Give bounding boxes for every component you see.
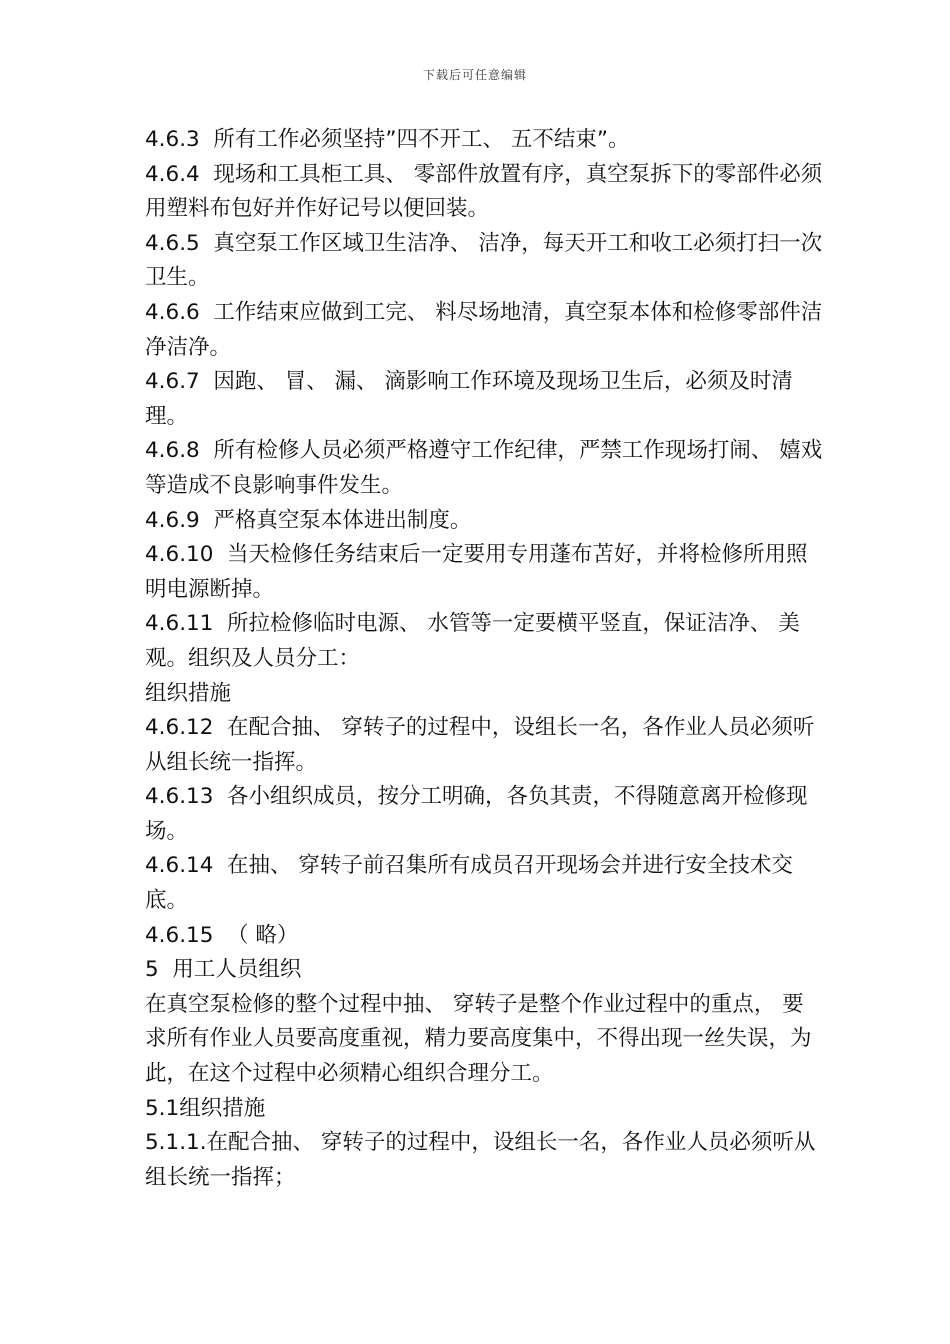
paragraph-4-6-11: 4.6.11 所拉检修临时电源、 水管等一定要横平竖直，保证洁净、 美观。组织及人员分工： bbox=[145, 611, 800, 671]
page-header: 下载后可任意编辑 bbox=[422, 68, 527, 82]
paragraph-4-6-15: 4.6.15 （ 略） bbox=[145, 922, 299, 948]
paragraph-4-6-12: 4.6.12 在配合抽、 穿转子的过程中，设组长一名，各作业人员必须听从组长统一指挥。 bbox=[145, 715, 815, 775]
paragraph-4-6-9: 4.6.9 严格真空泵本体进出制度。 bbox=[145, 507, 472, 533]
paragraph-4-6-5: 4.6.5 真空泵工作区域卫生洁净、 洁净，每天开工和收工必须打扫一次卫生。 bbox=[145, 230, 823, 291]
paragraph-4-6-13: 4.6.13 各小组织成员，按分工明确，各负其责，不得随意离开检修现场。 bbox=[145, 784, 808, 844]
paragraph-4-6-4: 4.6.4 现场和工具柜工具、 零部件放置有序，真空泵拆下的零部件必须用塑料布包好并作好记号以便回装。 bbox=[145, 161, 823, 222]
paragraph-4-6-10: 4.6.10 当天检修任务结束后一定要用专用蓬布苫好，并将检修所用照明电源断掉。 bbox=[145, 542, 808, 602]
paragraph-4-6-8: 4.6.8 所有检修人员必须严格遵守工作纪律，严禁工作现场打闹、 嬉戏等造成不良影响事件发生。 bbox=[145, 438, 823, 498]
paragraph-4-6-7: 4.6.7 因跑、 冒、 漏、 滴影响工作环境及现场卫生后，必须及时清理。 bbox=[145, 369, 793, 429]
section-heading-5: 5 用工人员组织 bbox=[145, 957, 302, 983]
paragraph-section-5-intro: 在真空泵检修的整个过程中抽、 穿转子是整个作业过程中的重点， 要求所有作业人员要高度重视，精力要高度集中，不得出现一丝失误，为此，在这个过程中必须精心组织合理分工。 bbox=[145, 991, 812, 1087]
section-heading-organization-measures: 组织措施 bbox=[145, 680, 232, 706]
paragraph-5-1-1: 5.1.1.在配合抽、 穿转子的过程中，设组长一名，各作业人员必须听从组长统一指挥； bbox=[145, 1130, 816, 1190]
document-body bbox=[145, 123, 825, 1195]
section-heading-5-1: 5.1组织措施 bbox=[145, 1095, 266, 1121]
paragraph-4-6-3: 4.6.3 所有工作必须坚持”四不开工、 五不结束”。 bbox=[145, 127, 630, 152]
paragraph-4-6-6: 4.6.6 工作结束应做到工完、 料尽场地清，真空泵本体和检修零部件洁净洁净。 bbox=[145, 299, 823, 360]
paragraph-4-6-14: 4.6.14 在抽、 穿转子前召集所有成员召开现场会并进行安全技术交底。 bbox=[145, 853, 793, 914]
